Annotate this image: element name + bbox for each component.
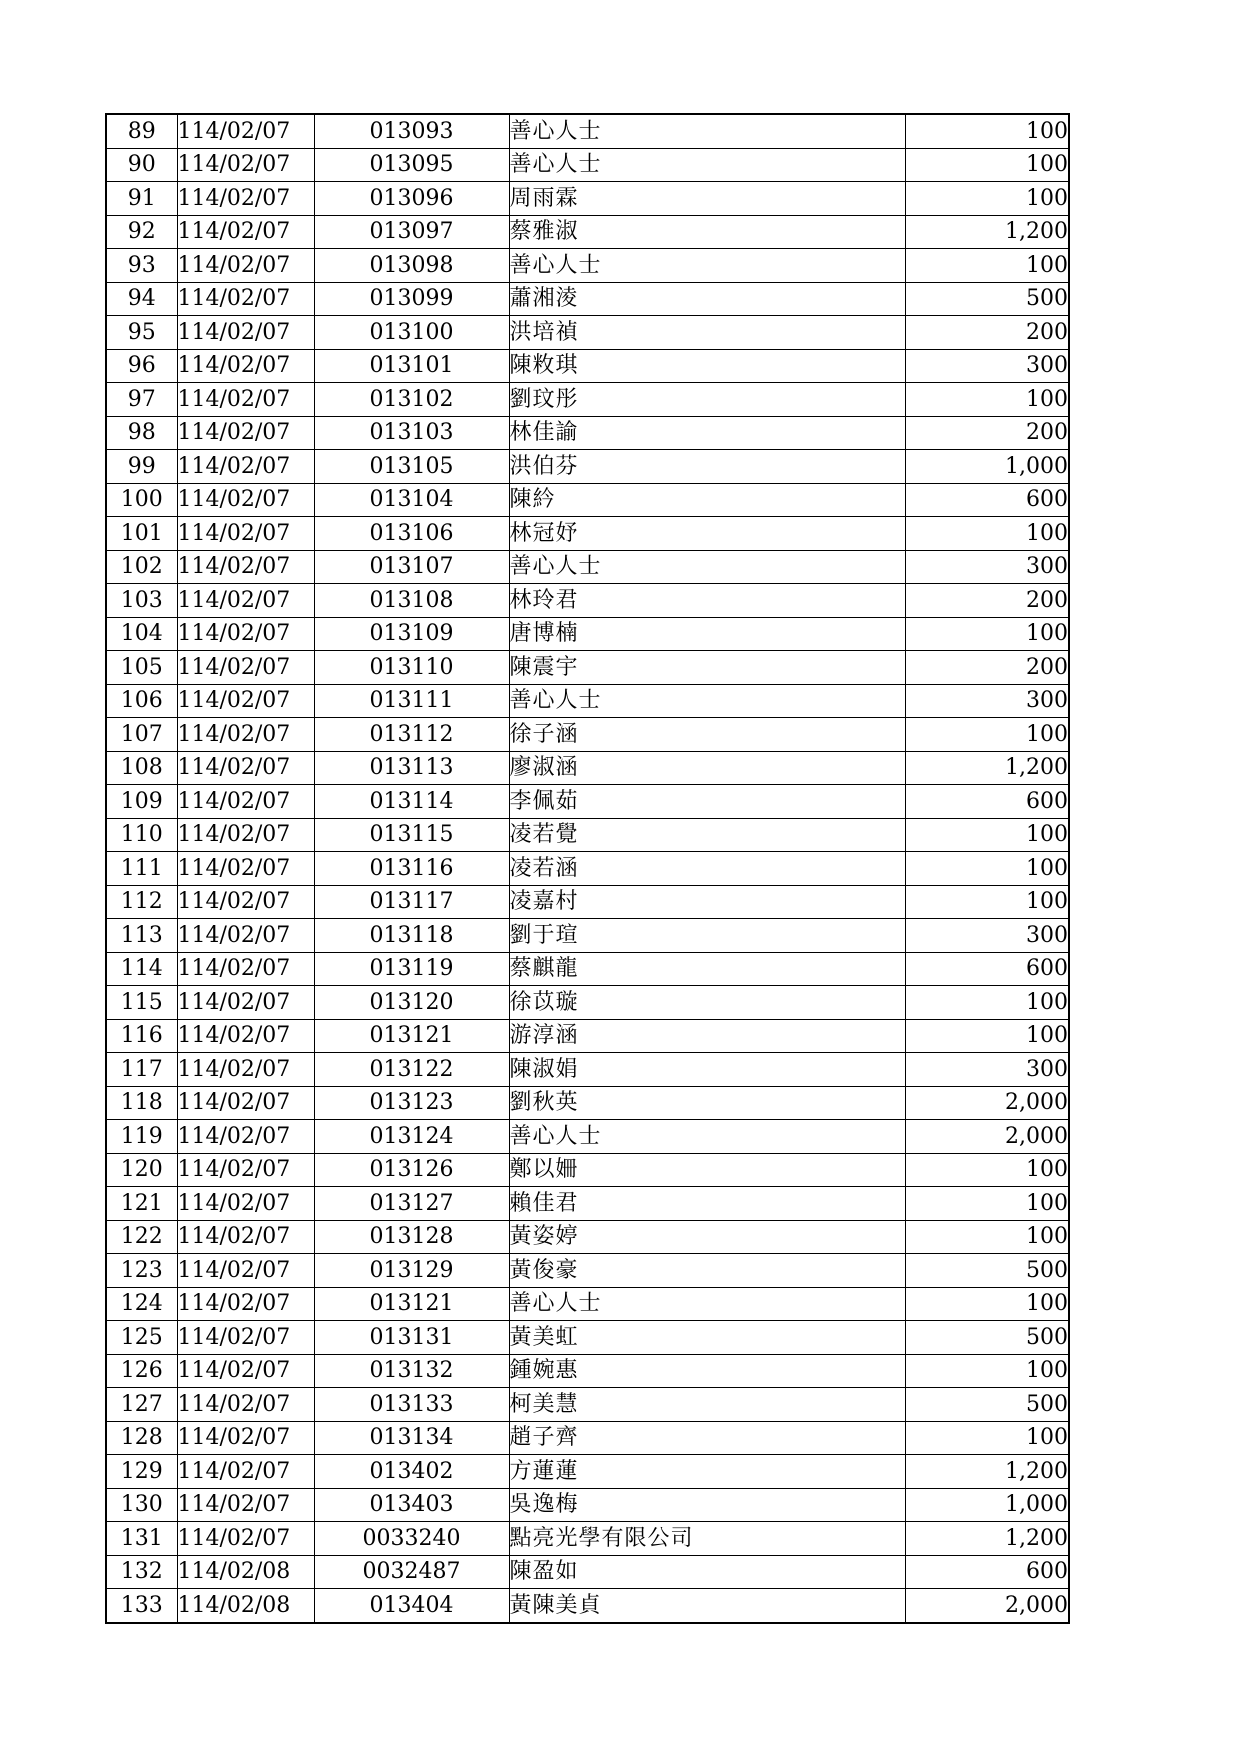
donor-name-cell: 林佳諭 — [509, 416, 905, 450]
receipt-number-cell: 013109 — [314, 617, 509, 651]
amount-cell: 300 — [905, 349, 1069, 383]
table-row — [106, 215, 1069, 249]
table-row — [106, 1120, 1069, 1154]
amount-cell: 200 — [905, 416, 1069, 450]
table-row — [106, 785, 1069, 819]
donor-name-cell: 善心人士 — [509, 1120, 905, 1154]
table-row — [106, 1153, 1069, 1187]
receipt-number-cell: 013112 — [314, 718, 509, 752]
date-cell: 114/02/07 — [177, 517, 314, 551]
receipt-number-cell: 013096 — [314, 182, 509, 216]
donor-name-cell: 善心人士 — [509, 148, 905, 182]
table-row — [106, 1388, 1069, 1422]
amount-cell: 2,000 — [905, 1589, 1069, 1623]
donor-name-cell: 凌若覺 — [509, 818, 905, 852]
amount-cell: 1,200 — [905, 751, 1069, 785]
amount-cell: 500 — [905, 1254, 1069, 1288]
row-number-cell: 131 — [106, 1522, 177, 1556]
row-number-cell: 100 — [106, 483, 177, 517]
ledger-body — [106, 114, 1069, 1623]
row-number-cell: 105 — [106, 651, 177, 685]
table-row — [106, 416, 1069, 450]
row-number-cell: 95 — [106, 316, 177, 350]
amount-cell: 200 — [905, 651, 1069, 685]
date-cell: 114/02/07 — [177, 986, 314, 1020]
table-row — [106, 651, 1069, 685]
receipt-number-cell: 013100 — [314, 316, 509, 350]
receipt-number-cell: 013095 — [314, 148, 509, 182]
amount-cell: 100 — [905, 1287, 1069, 1321]
donor-name-cell: 黃姿婷 — [509, 1220, 905, 1254]
amount-cell: 600 — [905, 1555, 1069, 1589]
donor-name-cell: 廖淑涵 — [509, 751, 905, 785]
donor-name-cell: 善心人士 — [509, 684, 905, 718]
date-cell: 114/02/07 — [177, 1220, 314, 1254]
row-number-cell: 117 — [106, 1053, 177, 1087]
amount-cell: 2,000 — [905, 1086, 1069, 1120]
amount-cell: 100 — [905, 182, 1069, 216]
date-cell: 114/02/07 — [177, 919, 314, 953]
table-row — [106, 1589, 1069, 1623]
donor-name-cell: 林冠妤 — [509, 517, 905, 551]
date-cell: 114/02/07 — [177, 550, 314, 584]
table-row — [106, 1354, 1069, 1388]
donor-name-cell: 鍾婉惠 — [509, 1354, 905, 1388]
receipt-number-cell: 013110 — [314, 651, 509, 685]
row-number-cell: 112 — [106, 885, 177, 919]
donor-name-cell: 劉于瑄 — [509, 919, 905, 953]
row-number-cell: 90 — [106, 148, 177, 182]
row-number-cell: 129 — [106, 1455, 177, 1489]
date-cell: 114/02/07 — [177, 718, 314, 752]
amount-cell: 600 — [905, 483, 1069, 517]
row-number-cell: 101 — [106, 517, 177, 551]
amount-cell: 100 — [905, 383, 1069, 417]
donor-name-cell: 劉玟彤 — [509, 383, 905, 417]
receipt-number-cell: 0032487 — [314, 1555, 509, 1589]
date-cell: 114/02/07 — [177, 1388, 314, 1422]
table-row — [106, 818, 1069, 852]
date-cell: 114/02/07 — [177, 785, 314, 819]
table-row — [106, 1488, 1069, 1522]
row-number-cell: 108 — [106, 751, 177, 785]
receipt-number-cell: 013131 — [314, 1321, 509, 1355]
receipt-number-cell: 013113 — [314, 751, 509, 785]
date-cell: 114/02/07 — [177, 1455, 314, 1489]
amount-cell: 300 — [905, 684, 1069, 718]
amount-cell: 100 — [905, 249, 1069, 283]
date-cell: 114/02/07 — [177, 1086, 314, 1120]
row-number-cell: 127 — [106, 1388, 177, 1422]
receipt-number-cell: 013102 — [314, 383, 509, 417]
row-number-cell: 121 — [106, 1187, 177, 1221]
amount-cell: 100 — [905, 114, 1069, 148]
date-cell: 114/02/07 — [177, 1019, 314, 1053]
date-cell: 114/02/07 — [177, 1153, 314, 1187]
donor-name-cell: 凌嘉村 — [509, 885, 905, 919]
donor-name-cell: 蔡麒龍 — [509, 952, 905, 986]
table-row — [106, 383, 1069, 417]
row-number-cell: 119 — [106, 1120, 177, 1154]
date-cell: 114/02/07 — [177, 450, 314, 484]
table-row — [106, 1019, 1069, 1053]
row-number-cell: 133 — [106, 1589, 177, 1623]
table-row — [106, 986, 1069, 1020]
donor-name-cell: 趙子齊 — [509, 1421, 905, 1455]
amount-cell: 200 — [905, 316, 1069, 350]
amount-cell: 300 — [905, 1053, 1069, 1087]
table-row — [106, 1321, 1069, 1355]
amount-cell: 500 — [905, 1388, 1069, 1422]
date-cell: 114/02/07 — [177, 383, 314, 417]
receipt-number-cell: 013133 — [314, 1388, 509, 1422]
row-number-cell: 128 — [106, 1421, 177, 1455]
date-cell: 114/02/07 — [177, 1421, 314, 1455]
row-number-cell: 120 — [106, 1153, 177, 1187]
donor-name-cell: 黃俊豪 — [509, 1254, 905, 1288]
date-cell: 114/02/07 — [177, 1522, 314, 1556]
date-cell: 114/02/07 — [177, 1321, 314, 1355]
receipt-number-cell: 0033240 — [314, 1522, 509, 1556]
table-row — [106, 1555, 1069, 1589]
amount-cell: 100 — [905, 852, 1069, 886]
donor-name-cell: 陳震宇 — [509, 651, 905, 685]
amount-cell: 100 — [905, 1354, 1069, 1388]
receipt-number-cell: 013124 — [314, 1120, 509, 1154]
date-cell: 114/02/07 — [177, 617, 314, 651]
donor-name-cell: 善心人士 — [509, 1287, 905, 1321]
amount-cell: 600 — [905, 952, 1069, 986]
row-number-cell: 132 — [106, 1555, 177, 1589]
table-row — [106, 349, 1069, 383]
amount-cell: 1,200 — [905, 215, 1069, 249]
donor-name-cell: 陳紟 — [509, 483, 905, 517]
row-number-cell: 102 — [106, 550, 177, 584]
amount-cell: 300 — [905, 919, 1069, 953]
receipt-number-cell: 013104 — [314, 483, 509, 517]
date-cell: 114/02/07 — [177, 416, 314, 450]
donor-name-cell: 鄭以姍 — [509, 1153, 905, 1187]
date-cell: 114/02/07 — [177, 1120, 314, 1154]
donor-name-cell: 方蓮蓮 — [509, 1455, 905, 1489]
row-number-cell: 130 — [106, 1488, 177, 1522]
row-number-cell: 106 — [106, 684, 177, 718]
row-number-cell: 122 — [106, 1220, 177, 1254]
table-row — [106, 885, 1069, 919]
table-row — [106, 1254, 1069, 1288]
receipt-number-cell: 013099 — [314, 282, 509, 316]
amount-cell: 100 — [905, 1187, 1069, 1221]
row-number-cell: 98 — [106, 416, 177, 450]
donor-name-cell: 徐子涵 — [509, 718, 905, 752]
table-row — [106, 114, 1069, 148]
receipt-number-cell: 013101 — [314, 349, 509, 383]
receipt-number-cell: 013127 — [314, 1187, 509, 1221]
date-cell: 114/02/07 — [177, 952, 314, 986]
donation-ledger-table — [105, 113, 1070, 1624]
date-cell: 114/02/07 — [177, 282, 314, 316]
donor-name-cell: 徐苡璇 — [509, 986, 905, 1020]
row-number-cell: 116 — [106, 1019, 177, 1053]
row-number-cell: 114 — [106, 952, 177, 986]
date-cell: 114/02/07 — [177, 1187, 314, 1221]
amount-cell: 100 — [905, 617, 1069, 651]
receipt-number-cell: 013108 — [314, 584, 509, 618]
donor-name-cell: 凌若涵 — [509, 852, 905, 886]
row-number-cell: 118 — [106, 1086, 177, 1120]
donor-name-cell: 洪培禎 — [509, 316, 905, 350]
donor-name-cell: 陳敉琪 — [509, 349, 905, 383]
table-row — [106, 584, 1069, 618]
receipt-number-cell: 013098 — [314, 249, 509, 283]
date-cell: 114/02/07 — [177, 114, 314, 148]
table-row — [106, 684, 1069, 718]
donor-name-cell: 洪伯芬 — [509, 450, 905, 484]
table-row — [106, 1220, 1069, 1254]
date-cell: 114/02/07 — [177, 249, 314, 283]
date-cell: 114/02/07 — [177, 751, 314, 785]
receipt-number-cell: 013105 — [314, 450, 509, 484]
amount-cell: 1,000 — [905, 1488, 1069, 1522]
table-row — [106, 148, 1069, 182]
amount-cell: 600 — [905, 785, 1069, 819]
donor-name-cell: 黃陳美貞 — [509, 1589, 905, 1623]
row-number-cell: 115 — [106, 986, 177, 1020]
table-row — [106, 852, 1069, 886]
table-row — [106, 182, 1069, 216]
date-cell: 114/02/07 — [177, 1287, 314, 1321]
table-row — [106, 1522, 1069, 1556]
date-cell: 114/02/07 — [177, 1053, 314, 1087]
amount-cell: 100 — [905, 1421, 1069, 1455]
amount-cell: 100 — [905, 1220, 1069, 1254]
amount-cell: 100 — [905, 148, 1069, 182]
donor-name-cell: 點亮光學有限公司 — [509, 1522, 905, 1556]
donor-name-cell: 林玲君 — [509, 584, 905, 618]
receipt-number-cell: 013134 — [314, 1421, 509, 1455]
amount-cell: 200 — [905, 584, 1069, 618]
receipt-number-cell: 013118 — [314, 919, 509, 953]
amount-cell: 100 — [905, 818, 1069, 852]
row-number-cell: 93 — [106, 249, 177, 283]
row-number-cell: 96 — [106, 349, 177, 383]
row-number-cell: 125 — [106, 1321, 177, 1355]
receipt-number-cell: 013128 — [314, 1220, 509, 1254]
amount-cell: 100 — [905, 1153, 1069, 1187]
donor-name-cell: 蔡雅淑 — [509, 215, 905, 249]
row-number-cell: 123 — [106, 1254, 177, 1288]
row-number-cell: 91 — [106, 182, 177, 216]
table-row — [106, 617, 1069, 651]
date-cell: 114/02/07 — [177, 852, 314, 886]
amount-cell: 500 — [905, 282, 1069, 316]
table-row — [106, 1421, 1069, 1455]
amount-cell: 500 — [905, 1321, 1069, 1355]
amount-cell: 100 — [905, 1019, 1069, 1053]
receipt-number-cell: 013129 — [314, 1254, 509, 1288]
table-row — [106, 952, 1069, 986]
donor-name-cell: 黃美虹 — [509, 1321, 905, 1355]
row-number-cell: 126 — [106, 1354, 177, 1388]
row-number-cell: 99 — [106, 450, 177, 484]
date-cell: 114/02/08 — [177, 1589, 314, 1623]
table-row — [106, 316, 1069, 350]
date-cell: 114/02/07 — [177, 182, 314, 216]
donor-name-cell: 劉秋英 — [509, 1086, 905, 1120]
date-cell: 114/02/07 — [177, 1254, 314, 1288]
row-number-cell: 107 — [106, 718, 177, 752]
receipt-number-cell: 013106 — [314, 517, 509, 551]
date-cell: 114/02/07 — [177, 818, 314, 852]
donor-name-cell: 游淳涵 — [509, 1019, 905, 1053]
date-cell: 114/02/07 — [177, 651, 314, 685]
donor-name-cell: 善心人士 — [509, 114, 905, 148]
row-number-cell: 89 — [106, 114, 177, 148]
donor-name-cell: 周雨霖 — [509, 182, 905, 216]
row-number-cell: 111 — [106, 852, 177, 886]
receipt-number-cell: 013115 — [314, 818, 509, 852]
donor-name-cell: 善心人士 — [509, 550, 905, 584]
date-cell: 114/02/07 — [177, 483, 314, 517]
table-row — [106, 1287, 1069, 1321]
row-number-cell: 104 — [106, 617, 177, 651]
receipt-number-cell: 013126 — [314, 1153, 509, 1187]
row-number-cell: 103 — [106, 584, 177, 618]
receipt-number-cell: 013404 — [314, 1589, 509, 1623]
receipt-number-cell: 013114 — [314, 785, 509, 819]
receipt-number-cell: 013122 — [314, 1053, 509, 1087]
row-number-cell: 124 — [106, 1287, 177, 1321]
date-cell: 114/02/07 — [177, 148, 314, 182]
amount-cell: 1,000 — [905, 450, 1069, 484]
receipt-number-cell: 013119 — [314, 952, 509, 986]
date-cell: 114/02/08 — [177, 1555, 314, 1589]
receipt-number-cell: 013121 — [314, 1019, 509, 1053]
row-number-cell: 94 — [106, 282, 177, 316]
amount-cell: 100 — [905, 517, 1069, 551]
date-cell: 114/02/07 — [177, 215, 314, 249]
date-cell: 114/02/07 — [177, 885, 314, 919]
row-number-cell: 110 — [106, 818, 177, 852]
donor-name-cell: 陳盈如 — [509, 1555, 905, 1589]
donor-name-cell: 善心人士 — [509, 249, 905, 283]
receipt-number-cell: 013111 — [314, 684, 509, 718]
receipt-number-cell: 013121 — [314, 1287, 509, 1321]
date-cell: 114/02/07 — [177, 584, 314, 618]
amount-cell: 100 — [905, 986, 1069, 1020]
table-row — [106, 919, 1069, 953]
date-cell: 114/02/07 — [177, 684, 314, 718]
row-number-cell: 109 — [106, 785, 177, 819]
donor-name-cell: 賴佳君 — [509, 1187, 905, 1221]
receipt-number-cell: 013116 — [314, 852, 509, 886]
receipt-number-cell: 013132 — [314, 1354, 509, 1388]
receipt-number-cell: 013117 — [314, 885, 509, 919]
table-row — [106, 1187, 1069, 1221]
date-cell: 114/02/07 — [177, 1354, 314, 1388]
table-row — [106, 751, 1069, 785]
row-number-cell: 97 — [106, 383, 177, 417]
table-row — [106, 1455, 1069, 1489]
amount-cell: 100 — [905, 718, 1069, 752]
amount-cell: 100 — [905, 885, 1069, 919]
table-row — [106, 517, 1069, 551]
receipt-number-cell: 013093 — [314, 114, 509, 148]
receipt-number-cell: 013107 — [314, 550, 509, 584]
row-number-cell: 113 — [106, 919, 177, 953]
receipt-number-cell: 013123 — [314, 1086, 509, 1120]
table-row — [106, 1053, 1069, 1087]
table-row — [106, 483, 1069, 517]
donor-name-cell: 蕭湘淩 — [509, 282, 905, 316]
amount-cell: 1,200 — [905, 1522, 1069, 1556]
table-row — [106, 282, 1069, 316]
amount-cell: 300 — [905, 550, 1069, 584]
date-cell: 114/02/07 — [177, 1488, 314, 1522]
donor-name-cell: 柯美慧 — [509, 1388, 905, 1422]
row-number-cell: 92 — [106, 215, 177, 249]
amount-cell: 1,200 — [905, 1455, 1069, 1489]
receipt-number-cell: 013402 — [314, 1455, 509, 1489]
date-cell: 114/02/07 — [177, 349, 314, 383]
donor-name-cell: 唐博楠 — [509, 617, 905, 651]
donor-name-cell: 陳淑娟 — [509, 1053, 905, 1087]
date-cell: 114/02/07 — [177, 316, 314, 350]
receipt-number-cell: 013403 — [314, 1488, 509, 1522]
donor-name-cell: 吳逸梅 — [509, 1488, 905, 1522]
table-row — [106, 550, 1069, 584]
receipt-number-cell: 013120 — [314, 986, 509, 1020]
table-row — [106, 450, 1069, 484]
amount-cell: 2,000 — [905, 1120, 1069, 1154]
donor-name-cell: 李佩茹 — [509, 785, 905, 819]
table-row — [106, 1086, 1069, 1120]
table-row — [106, 718, 1069, 752]
receipt-number-cell: 013103 — [314, 416, 509, 450]
table-row — [106, 249, 1069, 283]
receipt-number-cell: 013097 — [314, 215, 509, 249]
